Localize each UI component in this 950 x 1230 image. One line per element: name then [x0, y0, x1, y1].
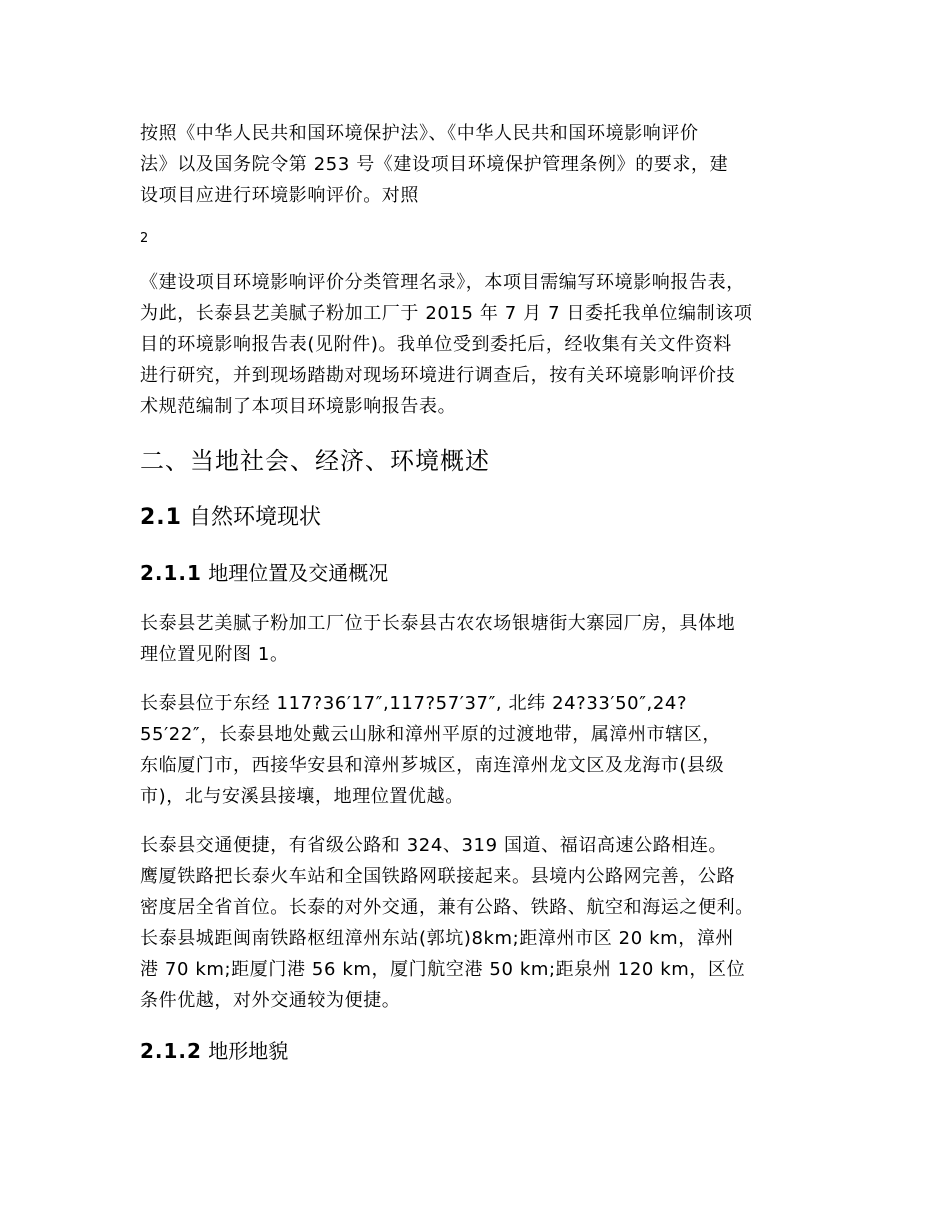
text-line: 法》以及国务院令第 253 号《建设项目环境保护管理条例》的要求，建 [140, 154, 729, 175]
heading-text: 自然环境现状 [181, 505, 321, 530]
paragraph-commission [140, 267, 830, 422]
subsection-heading [140, 502, 830, 534]
heading-text: 地形地貌 [201, 1039, 289, 1063]
text-line: 为此，长泰县艺美腻子粉加工厂于 2015 年 7 月 7 日委托我单位编制该项 [140, 303, 753, 324]
text-line: 理位置见附图 1。 [140, 644, 289, 665]
text-line: 长泰县艺美腻子粉加工厂位于长泰县古农农场银塘街大寨园厂房，具体地 [140, 613, 736, 634]
page-content [140, 118, 830, 1066]
text-line: 进行研究，并到现场踏勘对现场环境进行调查后，按有关环境影响评价技 [140, 365, 736, 386]
text-line: 长泰县位于东经 117?36′17″,117?57′37″, 北纬 24?33′50″,24? [140, 693, 688, 714]
heading-text: 地理位置及交通概况 [201, 561, 389, 585]
paragraph-coordinates [140, 688, 830, 812]
heading-number: 2.1.1 [140, 561, 202, 585]
paragraph-location [140, 608, 830, 670]
text-line: 55′22″，长泰县地处戴云山脉和漳州平原的过渡地带，属漳州市辖区， [140, 724, 722, 745]
paragraph-legal-basis [140, 118, 830, 211]
section-heading: 二、当地社会、经济、环境概述 [140, 447, 490, 475]
subsubsection-heading [140, 1036, 830, 1066]
paragraph-transport [140, 830, 830, 1016]
text-line: 《建设项目环境影响评价分类管理名录》，本项目需编写环境影响报告表， [140, 272, 745, 293]
page-number: 2 [140, 231, 149, 246]
text-line: 按照《中华人民共和国环境保护法》、《中华人民共和国环境影响评价 [140, 123, 699, 144]
text-line: 条件优越，对外交通较为便捷。 [140, 990, 401, 1011]
text-line: 长泰县交通便捷，有省级公路和 324、319 国道、福诏高速公路相连。 [140, 835, 728, 856]
text-line: 市)，北与安溪县接壤，地理位置优越。 [140, 786, 464, 807]
subsubsection-heading [140, 558, 830, 588]
text-line: 密度居全省首位。长泰的对外交通，兼有公路、铁路、航空和海运之便利。 [140, 897, 754, 918]
heading-number: 2.1 [140, 505, 182, 530]
text-line: 设项目应进行环境影响评价。对照 [140, 185, 419, 206]
text-line: 术规范编制了本项目环境影响报告表。 [140, 396, 457, 417]
heading-number: 2.1.2 [140, 1039, 202, 1063]
text-line: 长泰县城距闽南铁路枢纽漳州东站(郭坑)8km;距漳州市区 20 km，漳州 [140, 928, 735, 949]
text-line: 目的环境影响报告表(见附件)。我单位受到委托后，经收集有关文件资料 [140, 334, 732, 355]
text-line: 港 70 km;距厦门港 56 km，厦门航空港 50 km;距泉州 120 km，区位 [140, 959, 746, 980]
text-line: 鹰厦铁路把长泰火车站和全国铁路网联接起来。县境内公路网完善，公路 [140, 866, 736, 887]
text-line: 东临厦门市，西接华安县和漳州芗城区，南连漳州龙文区及龙海市(县级 [140, 755, 725, 776]
